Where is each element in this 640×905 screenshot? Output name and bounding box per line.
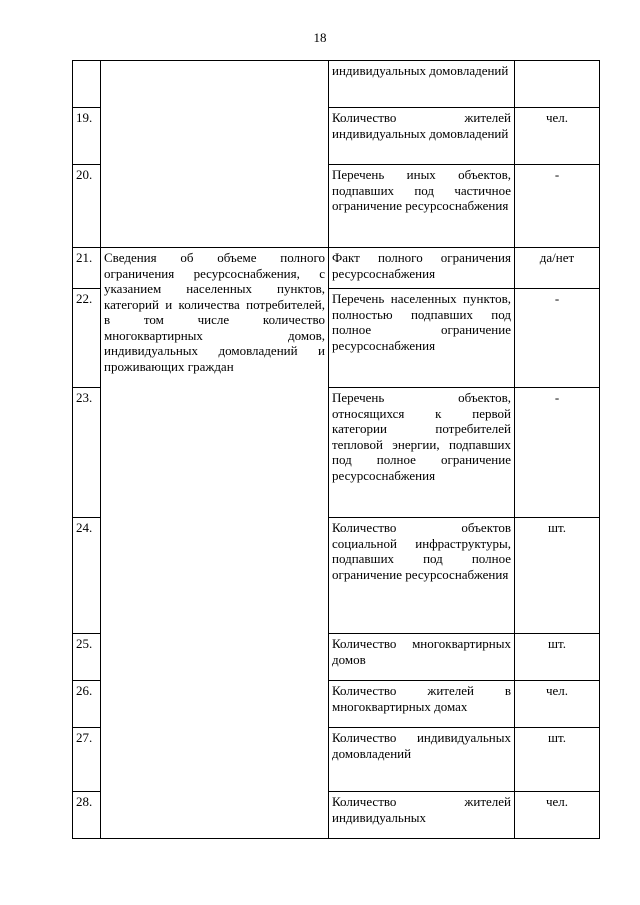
indicator-cell: Перечень населенных пунктов, полностью подпавших под полное ограничение ресурсоснабжения xyxy=(329,289,515,388)
row-number: 19. xyxy=(73,108,101,165)
unit-cell: - xyxy=(515,388,600,518)
unit-cell: шт. xyxy=(515,634,600,681)
indicator-cell: Перечень иных объектов, подпавших под частичное ограничение ресурсоснабжения xyxy=(329,165,515,248)
unit-cell: шт. xyxy=(515,518,600,634)
section-description-cell: Сведения об объеме полного ограничения ресурсоснабжения, с указанием населенных пунктов, категорий и количества потребителей, в том числе количество многоквартирных домов, индивидуальных домовладений и проживающих граждан xyxy=(101,248,329,839)
row-number: 27. xyxy=(73,728,101,792)
indicator-cell: Количество объектов социальной инфраструктуры, подпавших под полное ограничение ресурсоснабжения xyxy=(329,518,515,634)
unit-cell: чел. xyxy=(515,108,600,165)
row-number: 20. xyxy=(73,165,101,248)
unit-cell xyxy=(515,61,600,108)
section-cell-continued xyxy=(101,61,329,248)
indicator-cell: Факт полного ограничения ресурсоснабжения xyxy=(329,248,515,289)
unit-cell: да/нет xyxy=(515,248,600,289)
unit-cell: - xyxy=(515,165,600,248)
row-number: 21. xyxy=(73,248,101,289)
indicator-cell: индивидуальных домовладений xyxy=(329,61,515,108)
unit-cell: чел. xyxy=(515,792,600,839)
indicator-cell: Количество индивидуальных домовладений xyxy=(329,728,515,792)
row-number: 22. xyxy=(73,289,101,388)
data-table xyxy=(72,60,600,839)
indicator-cell: Перечень объектов, относящихся к первой категории потребителей тепловой энергии, подпавших под полное ограничение ресурсоснабжения xyxy=(329,388,515,518)
indicator-cell: Количество жителей в многоквартирных домах xyxy=(329,681,515,728)
row-number: 23. xyxy=(73,388,101,518)
row-number: 25. xyxy=(73,634,101,681)
row-number: 28. xyxy=(73,792,101,839)
unit-cell: - xyxy=(515,289,600,388)
page-number: 18 xyxy=(313,30,327,45)
table-row xyxy=(73,248,600,289)
table-row xyxy=(73,61,600,108)
row-number: 24. xyxy=(73,518,101,634)
indicator-cell: Количество жителей индивидуальных xyxy=(329,792,515,839)
row-number: 26. xyxy=(73,681,101,728)
row-number xyxy=(73,61,101,108)
unit-cell: шт. xyxy=(515,728,600,792)
indicator-cell: Количество жителей индивидуальных домовладений xyxy=(329,108,515,165)
unit-cell: чел. xyxy=(515,681,600,728)
indicator-cell: Количество многоквартирных домов xyxy=(329,634,515,681)
